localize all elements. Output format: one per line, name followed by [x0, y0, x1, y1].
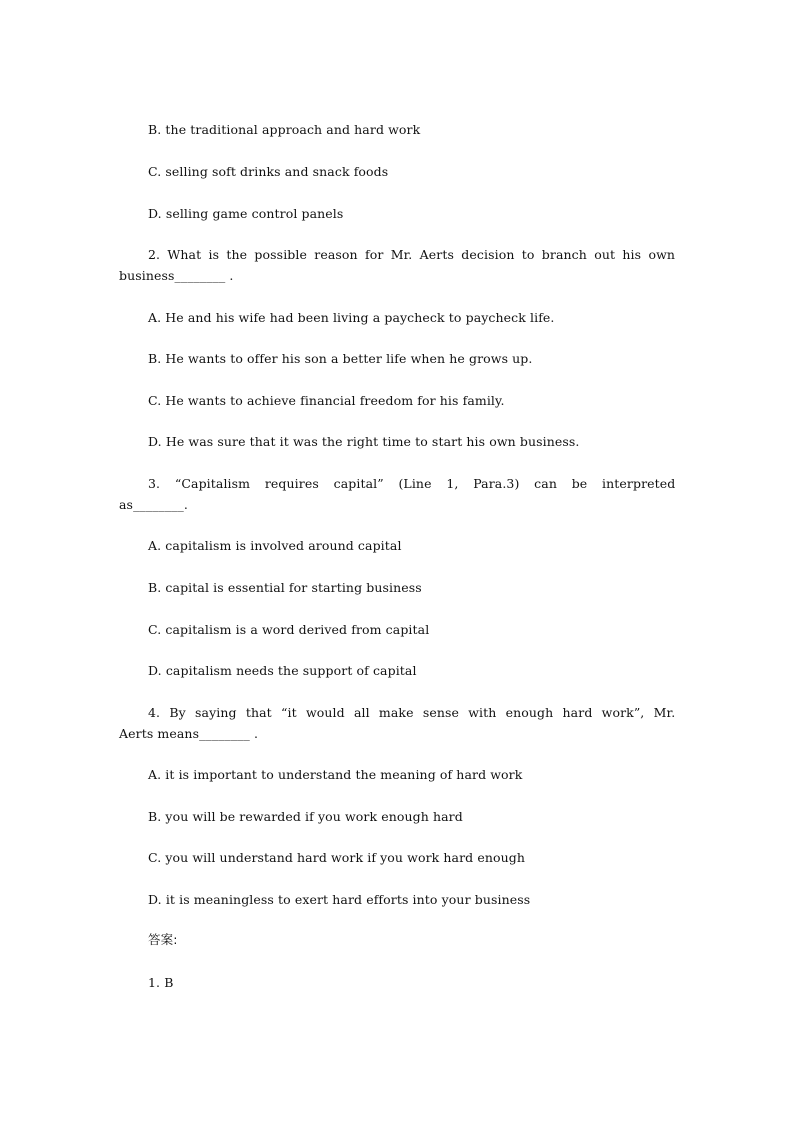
question-2-stem-line2: business________ .: [119, 268, 234, 283]
question-2-stem-line1: 2. What is the possible reason for Mr. Aerts decision to branch out his own: [148, 247, 676, 262]
option-a-q4: A. it is important to understand the meaning of hard work: [148, 767, 523, 782]
answer-item-1: 1. B: [148, 975, 174, 990]
option-c-q4: C. you will understand hard work if you work hard enough: [148, 850, 526, 865]
option-c-q1: C. selling soft drinks and snack foods: [148, 164, 389, 179]
option-c-q2: C. He wants to achieve financial freedom for his family.: [148, 393, 505, 408]
option-d-q1: D. selling game control panels: [148, 206, 344, 221]
option-b-q2: B. He wants to offer his son a better life when he grows up.: [148, 351, 533, 366]
option-b-q3: B. capital is essential for starting business: [148, 580, 422, 595]
answers-heading: 答案:: [148, 932, 178, 947]
option-d-q3: D. capitalism needs the support of capital: [148, 663, 417, 678]
question-3-stem-line2: as________.: [119, 497, 188, 512]
question-4-stem-line1: 4. By saying that “it would all make sense with enough hard work”, Mr.: [148, 705, 676, 720]
option-b-q4: B. you will be rewarded if you work enough hard: [148, 809, 463, 824]
option-a-q3: A. capitalism is involved around capital: [148, 538, 402, 553]
question-4-stem-line2: Aerts means________ .: [119, 726, 259, 741]
option-d-q4: D. it is meaningless to exert hard efforts into your business: [148, 892, 531, 907]
option-d-q2: D. He was sure that it was the right time to start his own business.: [148, 434, 580, 449]
question-3-stem-line1: 3. “Capitalism requires capital” (Line 1, Para.3) can be interpreted: [148, 476, 676, 491]
option-b-q1: B. the traditional approach and hard work: [148, 122, 421, 137]
option-c-q3: C. capitalism is a word derived from capital: [148, 622, 430, 637]
option-a-q2: A. He and his wife had been living a paycheck to paycheck life.: [148, 310, 555, 325]
